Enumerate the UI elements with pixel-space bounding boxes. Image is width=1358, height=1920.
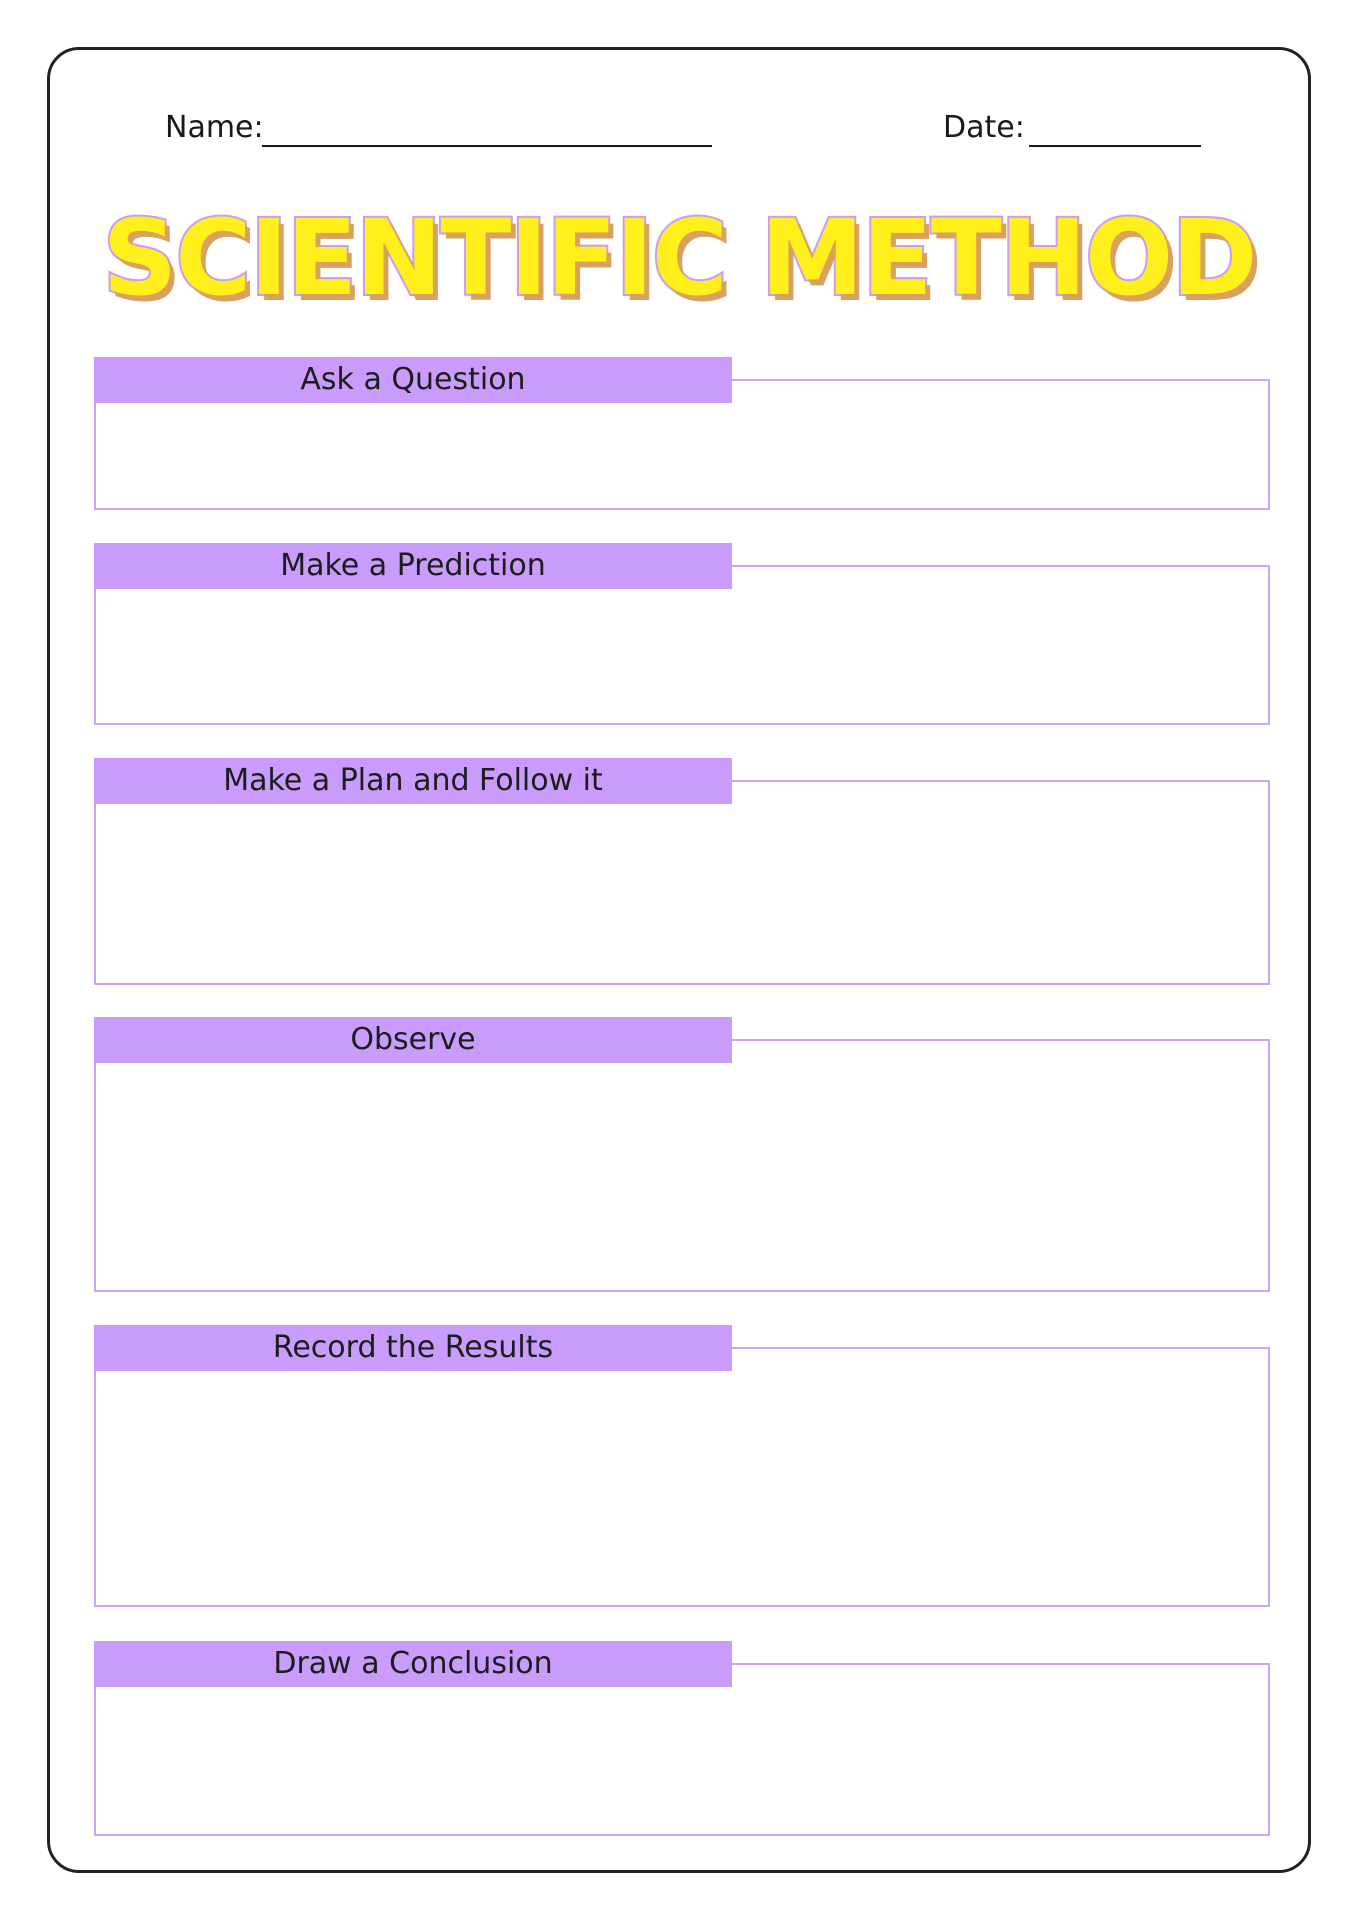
- answer-box[interactable]: [94, 565, 1270, 725]
- section-label: Ask a Question: [94, 357, 732, 403]
- section-draw-conclusion: [94, 1641, 1270, 1836]
- name-input-line[interactable]: [262, 145, 712, 147]
- section-make-prediction: [94, 543, 1270, 725]
- section-make-plan: [94, 758, 1270, 985]
- section-label: Record the Results: [94, 1325, 732, 1371]
- section-label: Draw a Conclusion: [94, 1641, 732, 1687]
- answer-box[interactable]: [94, 1663, 1270, 1836]
- section-record-results: [94, 1325, 1270, 1607]
- answer-box[interactable]: [94, 780, 1270, 985]
- section-label: Make a Prediction: [94, 543, 732, 589]
- page-title: SCIENTIFIC METHOD: [102, 197, 1256, 319]
- date-input-line[interactable]: [1029, 145, 1201, 147]
- section-label: Observe: [94, 1017, 732, 1063]
- date-label: Date:: [943, 110, 1025, 145]
- name-label: Name:: [165, 110, 264, 145]
- answer-box[interactable]: [94, 1039, 1270, 1292]
- section-ask-question: [94, 357, 1270, 510]
- section-label: Make a Plan and Follow it: [94, 758, 732, 804]
- section-observe: [94, 1017, 1270, 1292]
- answer-box[interactable]: [94, 1347, 1270, 1607]
